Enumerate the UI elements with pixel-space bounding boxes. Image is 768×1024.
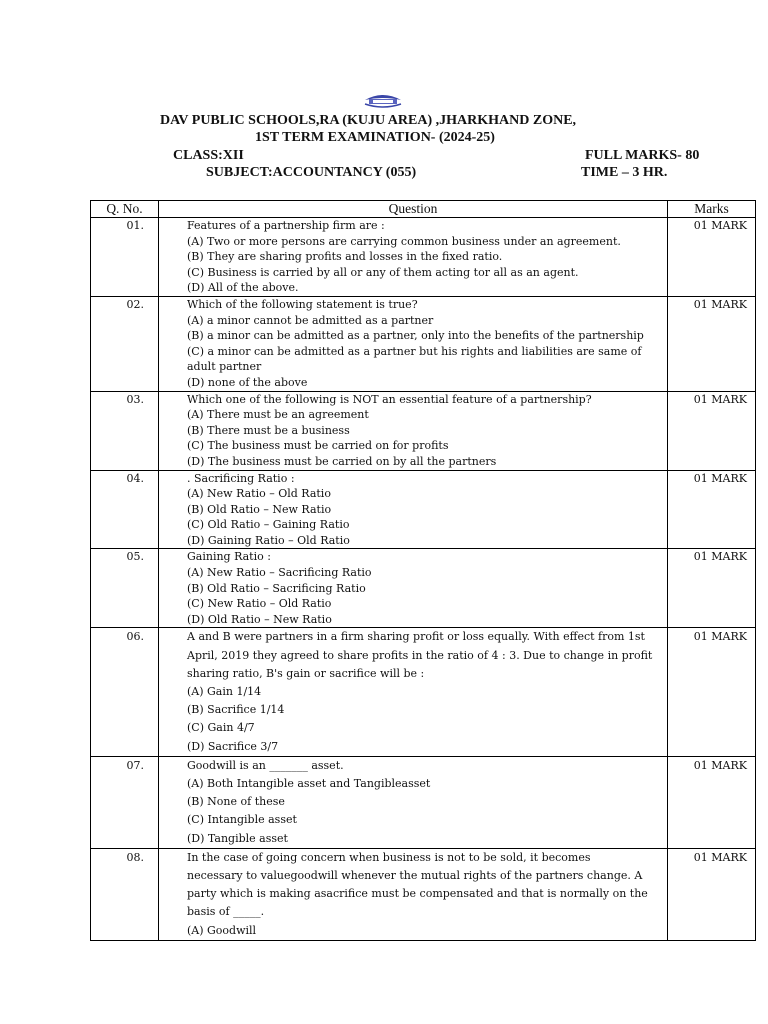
question-text: Which of the following statement is true? [187, 297, 418, 311]
question-header: Question [159, 201, 668, 218]
option-c: (C) Intangible asset [187, 813, 297, 827]
question-number: 01. [126, 219, 144, 232]
table-row [91, 470, 756, 549]
option-a: (A) New Ratio – Sacrificing Ratio [187, 566, 372, 580]
table-row [91, 391, 756, 470]
option-d: (D) Gaining Ratio – Old Ratio [187, 533, 350, 547]
question-number: 08. [126, 850, 144, 864]
option-b: (B) They are sharing profits and losses in the fixed ratio. [187, 250, 503, 264]
option-a: (A) Gain 1/14 [187, 685, 262, 699]
question-number: 05. [126, 550, 144, 564]
option-a: (A) Two or more persons are carrying common business under an agreement. [187, 234, 621, 248]
question-number: 03. [126, 392, 144, 406]
marks-value: 01 MARK [693, 550, 747, 564]
class-label: CLASS:XII [173, 148, 244, 163]
full-marks-label: FULL MARKS- 80 [585, 148, 700, 163]
table-row [91, 756, 756, 848]
option-c: (C) Business is carried by all or any of them acting tor all as an agent. [187, 265, 579, 279]
option-b: (B) Old Ratio – Sacrificing Ratio [187, 581, 366, 595]
option-b: (B) a minor can be admitted as a partner, only into the benefits of the partnership [187, 329, 644, 343]
marks-value: 01 MARK [693, 297, 747, 311]
table-row [91, 848, 756, 940]
option-d: (D) Sacrifice 3/7 [187, 739, 279, 753]
question-text: Gaining Ratio : [187, 550, 271, 564]
exam-title: 1ST TERM EXAMINATION- (2024-25) [255, 130, 495, 145]
option-c: (C) The business must be carried on for profits [187, 439, 449, 453]
time-label: TIME – 3 HR. [581, 165, 668, 180]
marks-value: 01 MARK [693, 630, 747, 644]
option-b: (B) Sacrifice 1/14 [187, 703, 285, 717]
question-text: Features of a partnership firm are : [187, 219, 385, 232]
question-table [90, 200, 756, 941]
marks-value: 01 MARK [693, 850, 747, 864]
question-text: . Sacrificing Ratio : [187, 471, 295, 485]
question-number: 02. [126, 297, 144, 311]
option-d: (D) Tangible asset [187, 831, 288, 845]
option-b: (B) None of these [187, 795, 285, 809]
option-c: (C) Old Ratio – Gaining Ratio [187, 518, 350, 532]
question-text: In the case of going concern when business is not to be sold, it becomes necessary to valuegoodwill whenever the mutual rights of the partners change. A party which is making asacrifice must be compensated and that is normally on the basis of _____. [187, 850, 648, 919]
school-title: DAV PUBLIC SCHOOLS,RA (KUJU AREA) ,JHARKHAND ZONE, [160, 113, 577, 128]
table-row [91, 549, 756, 628]
option-a: (A) Goodwill [187, 923, 257, 937]
question-number: 04. [126, 471, 144, 485]
marks-value: 01 MARK [693, 471, 747, 485]
school-logo-icon [363, 92, 403, 108]
option-a: (A) a minor cannot be admitted as a partner [187, 313, 434, 327]
qno-header: Q. No. [91, 201, 159, 218]
question-number: 07. [126, 758, 144, 772]
table-header-row [91, 201, 756, 218]
option-b: (B) There must be a business [187, 423, 350, 437]
marks-value: 01 MARK [693, 392, 747, 406]
marks-value: 01 MARK [693, 758, 747, 772]
question-text: Which one of the following is NOT an essential feature of a partnership? [187, 392, 592, 406]
question-text: A and B were partners in a firm sharing profit or loss equally. With effect from 1st April, 2019 they agreed to share profits in the ratio of 4 : 3. Due to change in profit sharing ratio, B's gain or sacrifice will be : [187, 630, 653, 680]
option-d: (D) The business must be carried on by all the partners [187, 454, 497, 468]
subject-label: SUBJECT:ACCOUNTANCY (055) [206, 165, 417, 180]
option-d: (D) All of the above. [187, 281, 299, 295]
question-number: 06. [126, 630, 144, 644]
table-row [91, 296, 756, 391]
table-row [91, 628, 756, 756]
option-c: (C) New Ratio – Old Ratio [187, 597, 332, 611]
option-c: (C) Gain 4/7 [187, 721, 255, 735]
option-a: (A) Both Intangible asset and Tangibleasset [187, 777, 431, 791]
table-row [91, 218, 756, 297]
option-d: (D) Old Ratio – New Ratio [187, 612, 332, 626]
marks-header: Marks [668, 201, 756, 218]
option-a: (A) New Ratio – Old Ratio [187, 487, 331, 501]
option-b: (B) Old Ratio – New Ratio [187, 502, 332, 516]
option-a: (A) There must be an agreement [187, 408, 369, 422]
marks-value: 01 MARK [693, 219, 747, 232]
option-d: (D) none of the above [187, 375, 308, 389]
option-c: (C) a minor can be admitted as a partner but his rights and liabilities are same of adult partner [187, 344, 642, 374]
question-text: Goodwill is an _______ asset. [187, 758, 344, 772]
